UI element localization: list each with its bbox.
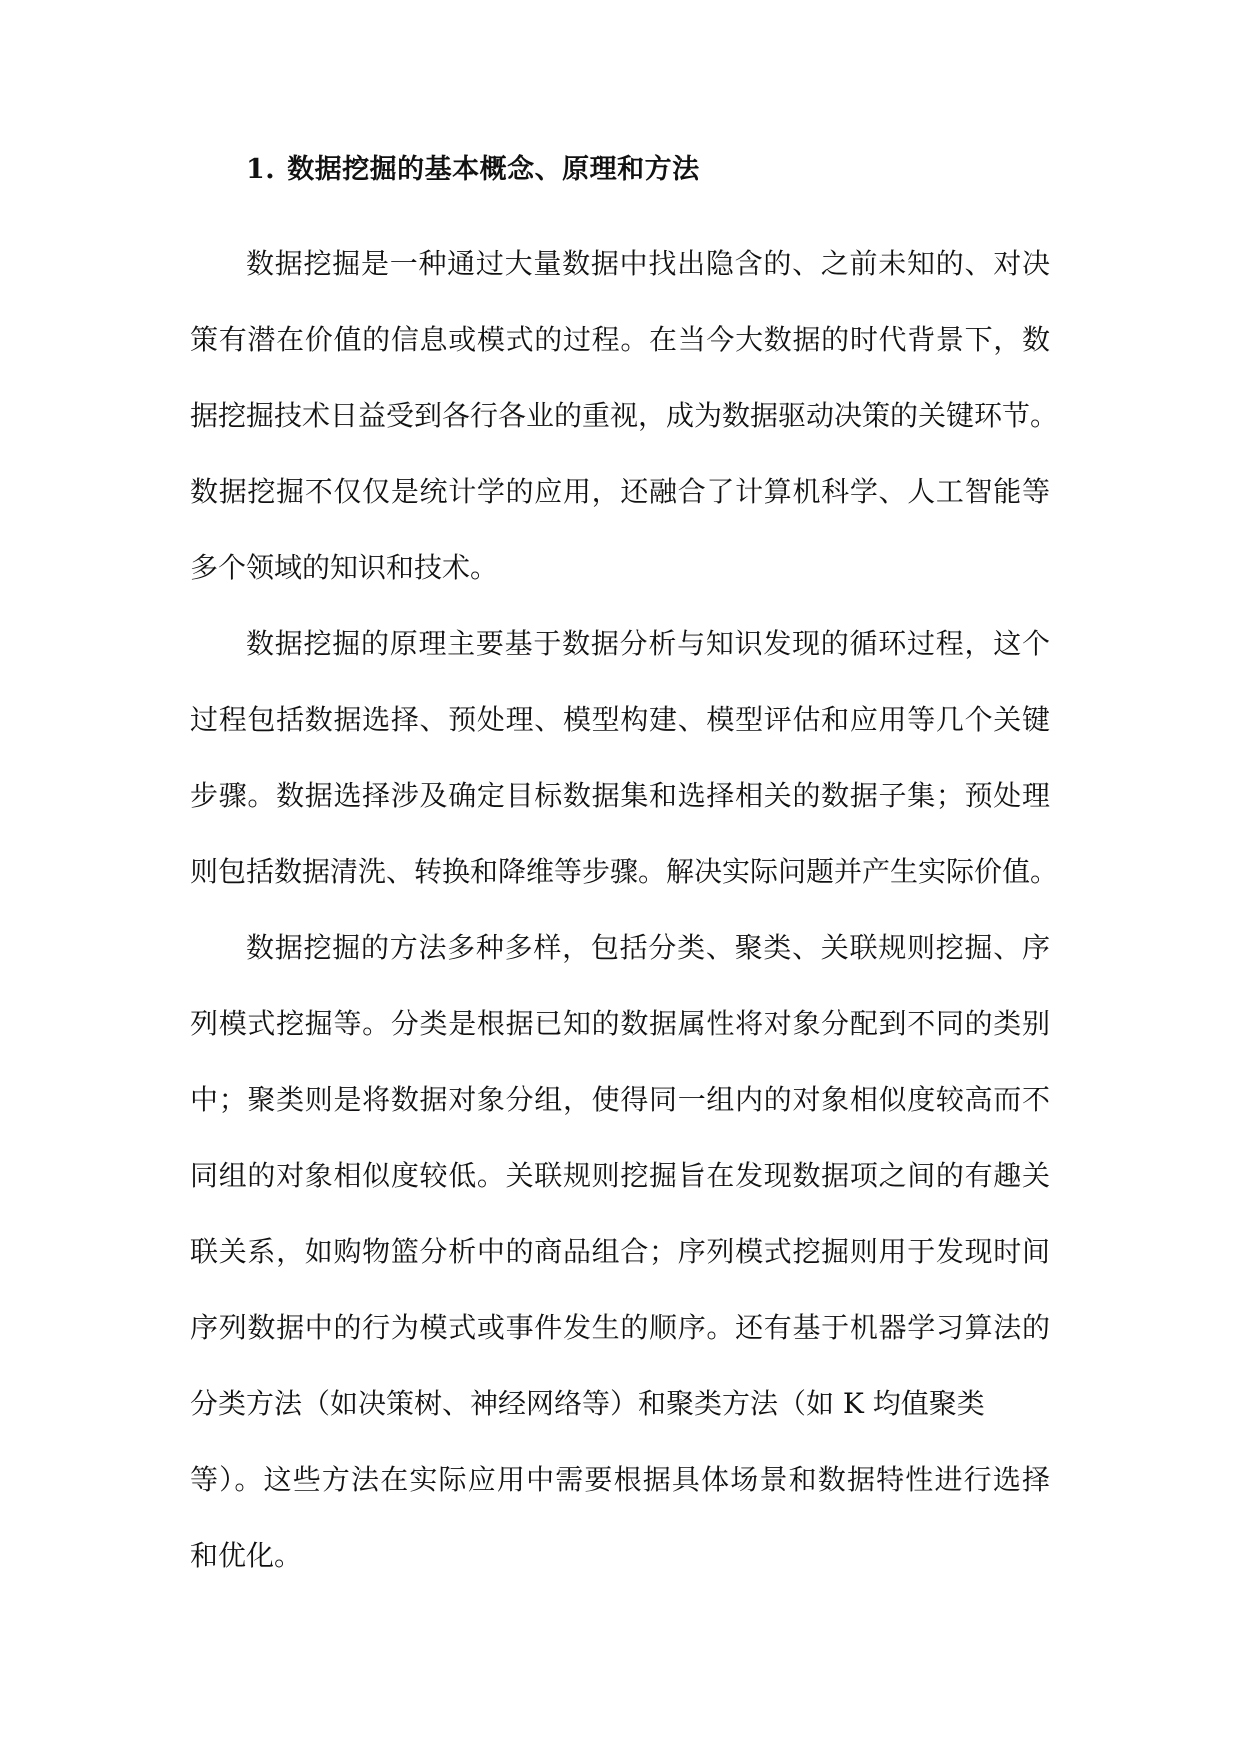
text-line: 多个领域的知识和技术。 [190,551,499,584]
text-line: 策有潜在价值的信息或模式的过程。在当今大数据的时代背景下，数 [190,323,1050,356]
text-line: 数据挖掘是一种通过大量数据中找出隐含的、之前未知的、对决 [246,247,1050,280]
text-line: 分类方法（如决策树、神经网络等）和聚类方法（如 K 均值聚类 [190,1387,985,1420]
text-line: 则包括数据清洗、转换和降维等步骤。解决实际问题并产生实际价值。 [190,855,1059,888]
section-number: 1. [246,154,276,185]
text-line: 步骤。数据选择涉及确定目标数据集和选择相关的数据子集；预处理 [190,779,1050,812]
section-title: 数据挖掘的基本概念、原理和方法 [287,154,700,185]
text-line: 数据挖掘不仅仅是统计学的应用，还融合了计算机科学、人工智能等 [190,475,1050,508]
text-line: 据挖掘技术日益受到各行各业的重视，成为数据驱动决策的关键环节。 [190,399,1059,432]
section-heading [246,150,700,190]
text-line: 等）。这些方法在实际应用中需要根据具体场景和数据特性进行选择 [190,1463,1050,1496]
text-line: 过程包括数据选择、预处理、模型构建、模型评估和应用等几个关键 [190,703,1050,736]
text-line: 联关系，如购物篮分析中的商品组合；序列模式挖掘则用于发现时间 [190,1235,1050,1268]
text-line: 序列数据中的行为模式或事件发生的顺序。还有基于机器学习算法的 [190,1311,1050,1344]
paragraph-definition [190,226,1059,606]
text-line: 数据挖掘的方法多种多样，包括分类、聚类、关联规则挖掘、序 [246,931,1050,964]
text-line: 列模式挖掘等。分类是根据已知的数据属性将对象分配到不同的类别 [190,1007,1050,1040]
text-line: 数据挖掘的原理主要基于数据分析与知识发现的循环过程，这个 [246,627,1050,660]
body-text [190,226,1059,1594]
paragraph-principle [190,606,1059,910]
text-line: 和优化。 [190,1539,303,1572]
paragraph-methods [190,910,1050,1594]
text-line: 同组的对象相似度较低。关联规则挖掘旨在发现数据项之间的有趣关 [190,1159,1050,1192]
text-line: 中；聚类则是将数据对象分组，使得同一组内的对象相似度较高而不 [190,1083,1050,1116]
